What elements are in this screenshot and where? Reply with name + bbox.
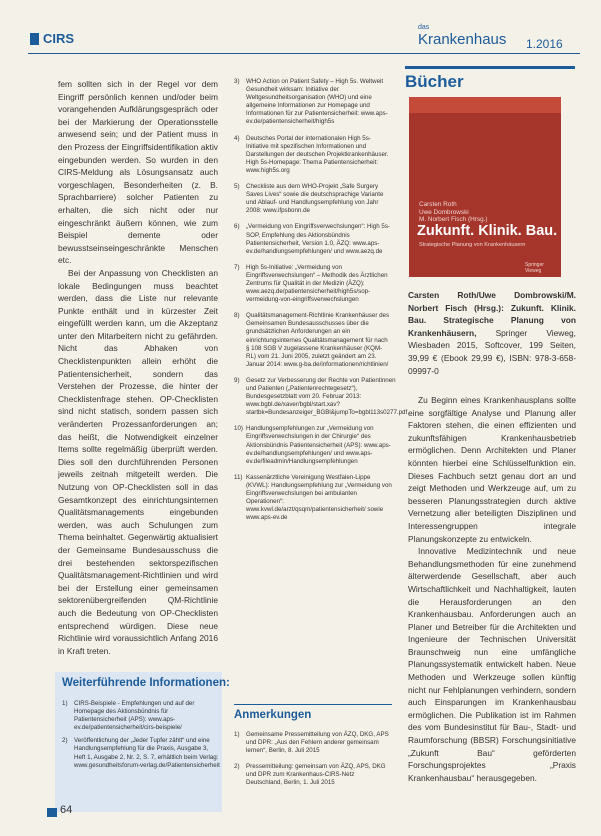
item-number: 6) [234, 223, 240, 231]
list-item [62, 700, 220, 732]
item-number: 3) [234, 78, 240, 85]
reference-item [234, 78, 392, 127]
page-number-marker [47, 808, 57, 817]
magazine-logo-name: Krankenhaus [418, 31, 507, 48]
cover-author: Carsten Roth [419, 201, 457, 208]
list-item [62, 737, 220, 769]
book-review [408, 394, 576, 784]
item-text: Veröffentlichung der „Jeder Tupfer zählt“ und eine Handlungsempfehlung für die Praxis, Ausgabe 3, Heft 1, Ausgabe 2, Nr. 2, S. 7, erhältlich beim Verlag: www.gesundheitsforum-verlag.de/Patientensicherheit [74, 737, 220, 769]
page-number: 64 [60, 804, 73, 816]
item-text: Qualitätsmanagement-Richtlinie Krankenhäuser des Gemeinsamen Bundesausschusses über die grundsätzlichen Anforderungen an ein einrichtungsinternes Qualitätsmanagement für nach § 108 SGB V zugelassene Krankenhäuser (KQM-RL) vom 21. Juni 2005, zuletzt geändert am 23. Januar 2014: www.g-ba.de/informationen/richtlinien/ [246, 312, 390, 368]
cover-stripe [409, 97, 561, 113]
item-number: 2) [62, 737, 68, 745]
item-number: 7) [234, 263, 240, 271]
item-number: 9) [234, 376, 240, 384]
further-info-list [62, 700, 220, 775]
item-number: 1) [62, 700, 68, 707]
item-number: 4) [234, 134, 240, 142]
reference-item [234, 264, 392, 304]
header-accent-bar [30, 33, 39, 45]
notes-title: Anmerkungen [234, 709, 312, 721]
cover-author: Uwe Dombrowski [419, 208, 469, 216]
issue-number: 1.2016 [526, 37, 563, 51]
note-item [234, 731, 392, 755]
book-title: Zukunft. Klinik. Bau. Strategische Planung von Krankenhäusern, [408, 302, 576, 338]
reference-item [234, 135, 392, 175]
item-text: Gesetz zur Verbesserung der Rechte von Patientinnen und Patienten („Patientenrechtegesetz“), Bundesgesetzblatt vom 20. Februar 2013: www.bgbl.de/xaver/bgbl/start.xav?startbk=Bundesanzeiger_BGBl&jumpTo=bgbl113s0277.pdf [246, 376, 408, 417]
item-text: Deutsches Portal der internationalen High 5s-Initiative mit spezifischen Informationen und Darstellungen der deutschen Projektkrankenhäuser. High 5s-Homepage: Thema Patientensicherheit: www.high5s.org [246, 134, 389, 174]
item-text: CIRS-Beispiele - Empfehlungen und auf der Homepage des Aktionsbündnis für Patientensicherheit (APS): www.aps-ev.de/patientensicherheit/cirs-beispiele/ [74, 700, 195, 732]
references-column [234, 78, 408, 530]
section-title: CIRS [43, 31, 75, 46]
review-paragraph: Innovative Medizintechnik und neue Behandlungsmethoden für eine zunehmend älterwerdende Gesellschaft, aber auch Wirtschaftlichkeit und Nachhaltigkeit, lauten die Herausforderungen an den Krankenhausbau. Anforderungen auch an Planer und Betreiber für die Architekten und Ingenieure der Technischen Universität Braunschweig nun eine umfängliche Planungssystematik entwickelt haben. Neue Methoden und Werkzeuge sollen künftig nicht nur Fehlplanungen verhindern, sondern auch Einsparungen im Krankenhausbau ermöglichen. Die Publikation ist im Rahmen des vom Bundesinstitut für Bau-, Stadt- und Raumforschung (BBSR) Forschungsinitiative „Zukunft Bau“ geförderten Forschungsprojektes „Praxis Krankenhausbau“ herausgegeben. [408, 546, 576, 783]
book-authors: Carsten Roth/Uwe Dombrowski/M. Norbert Fisch (Hrsg.): [408, 290, 576, 313]
item-text: Checkliste aus dem WHO-Projekt „Safe Surgery Saves Lives“ sowie die deutschsprachige Variante und Ablauf- und Handlungsempfehlung von Jahr 2008: www.ifpsbonn.de [246, 183, 384, 215]
body-paragraph: Bei der Anpassung von Checklisten an lokale Bedingungen muss beachtet werden, dass die Liste nur relevante Punkte enthält und in kürzester Zeit eingefüllt werden kann, um die Akzeptanz unter den Mitarbeitern nicht zu gefährden. Nicht das Abhaken von Checklistenpunkten allein erhöht die Patientensicherheit, sondern das Verstehen der Prozesse, die hinter der Checklistenfrage stehen. OP-Checklisten sind nicht statisch, sondern passen sich veränderten Prozessanforderungen an; das heißt, die Notwendigkeit einzelner Items sollte regelmäßig überprüft werden. Dies soll den durchführenden Personen jeweils zeitnah mitgeteilt werden. Die Nutzung von OP-Checklisten soll in das Gesamtkonzept des einrichtungsinternen Qualitätsmanagements eingebunden werden, was auch Schulungen zum Thema beinhaltet. Gegenwärtig aktualisiert der Gemeinsame Bundesausschuss die drei bestehenden sektorspezifischen Qualitätsmanagement-Richtlinien und wird bei der Erstellung einer gemeinsamen sektorenübergreifenden QM-Richtlinie auch die Bedeutung von OP-Checklisten entsprechend würdigen. Diese neue Richtlinie wird voraussichtlich Anfang 2016 in Kraft treten. [58, 267, 218, 656]
book-details: Springer Vieweg, Wiesbaden 2015, Softcover, 199 Seiten, 39,99 € (Ebook 29,99 €), ISBN: 978-3-658-09997-0 [408, 327, 576, 376]
cover-title: Zukunft. Klinik. Bau. [417, 223, 558, 239]
reference-item [234, 223, 392, 255]
reference-item [234, 425, 392, 465]
item-text: „Vermeidung von Eingriffsverwechslungen“: High 5s-SOP, Empfehlung des Aktionsbündnis Patientensicherheit, Version 1.0, ÄZQ: www.aps-ev.de/handlungsempfehlungen/ und www.aezq.de [246, 223, 390, 255]
magazine-logo [418, 24, 506, 47]
header-rule [28, 53, 580, 54]
item-number: 11) [234, 473, 243, 481]
review-paragraph: Zu Beginn eines Krankenhausplans sollte eine sorgfältige Analyse und Planung aller Faktoren stehen, die einen effizienten und zukunftsfähigen Krankenhausbetrieb ermöglichen. Denn Architekten und Planer könnten hierbei eine Schlüsselfunktion ein. Dieses Fachbuch setzt genau dort an und zeigt Methoden und Werkzeuge auf, um zu besseren Planungsstrategien durch aktive Vernetzung aller beteiligten Disziplinen und Interessengruppen integrale Planungskonzepte zu entwickeln. [408, 395, 576, 544]
note-item [234, 763, 392, 787]
item-number: 10) [234, 425, 243, 433]
reference-item [234, 183, 392, 215]
reference-item [234, 474, 392, 523]
cover-authors [419, 201, 488, 224]
item-text: Kassenärztliche Vereinigung Westfalen-Lippe (KVWL): Handlungsempfehlung zur „Vermeidung von Eingriffsverwechslungen bei ambulanten Operationen“: www.kvwl.de/arzt/qsqm/patientensicherheit/ sowie www.aps-ev.de [246, 473, 392, 522]
book-cover-image [409, 97, 561, 277]
item-number: 2) [234, 763, 240, 771]
notes-list [234, 731, 392, 796]
books-heading: Bücher [405, 72, 464, 91]
books-accent-bar [405, 66, 575, 69]
item-number: 5) [234, 183, 240, 191]
item-text: Gemeinsame Pressemitteilung von ÄZQ, DKG, APS und DPR: „Aus den Fehlern anderer gemeinsam lernen“, Berlin, 8. Juli 2015 [246, 731, 389, 755]
item-number: 1) [234, 731, 240, 738]
item-text: WHO Action on Patient Safety – High 5s. Weltweit Gesundheit wirksam: Initiative der Weltgesundheitsorganisation (WHO) und eine allgemeine Informationen zur Homepage und Informationen für zur Patientensicherheit: www.aps-ev.de/patientensicherheit/high5s [246, 78, 388, 126]
cover-author: M. Norbert Fisch (Hrsg.) [419, 216, 488, 224]
body-paragraph: fem sollten sich in der Regel vor dem Eingriff persönlich kennen und/oder beim vorangehenden Aufklärungsgespräch oder bei der Markierung der Operationsstelle anwesend sein; und der Patient muss in den Prozess der Eingriffsidentifikation aktiv eingebunden werden. So wurden in den CIRS-Meldung als Lösungsansatz auch vorgeschlagen, Besonderheiten (z. B. Sprachbarriere) solcher Patienten zu erhalten, die sich nicht oder nur eingeschränkt äußern können, wie zum Beispiel demente oder bewusstseinseingeschränkte Menschen etc. [58, 79, 218, 266]
reference-item [234, 312, 392, 369]
item-text: High 5s-Initiative: „Vermeidung von Eingriffsverwechslungen“ – Methodik des Ärztlichen Zentrums für Qualität in der Medizin (ÄZQ): www.aezq.de/patientensicherheit/high5s/sop-vermeidung-von-eingriffsverwechslungen [246, 263, 388, 304]
cover-subtitle: Strategische Planung von Krankenhäusern [419, 242, 526, 248]
item-number: 8) [234, 312, 240, 320]
notes-rule [234, 704, 392, 705]
article-body-column [58, 78, 218, 657]
reference-item [234, 376, 408, 417]
further-info-title: Weiterführende Informationen: [62, 677, 230, 689]
magazine-logo-small: das [418, 24, 430, 31]
item-text: Pressemitteilung: gemeinsam von ÄZQ, APS, DKG und DPR zum Krankenhaus-CIRS-Netz Deutschland, Berlin, 1. Juli 2015 [246, 763, 386, 787]
publisher-logo: Springer Vieweg [525, 262, 544, 274]
book-citation [408, 289, 576, 377]
item-text: Handlungsempfehlungen zur „Vermeidung von Eingriffsverwechslungen in der Chirurgie“ des Aktionsbündnis Patientensicherheit (APS): www.aps-ev.de/handlungsempfehlungen/ und www.aps-ev.de/fileadmin/Handlungsempfehlungen [246, 425, 391, 465]
